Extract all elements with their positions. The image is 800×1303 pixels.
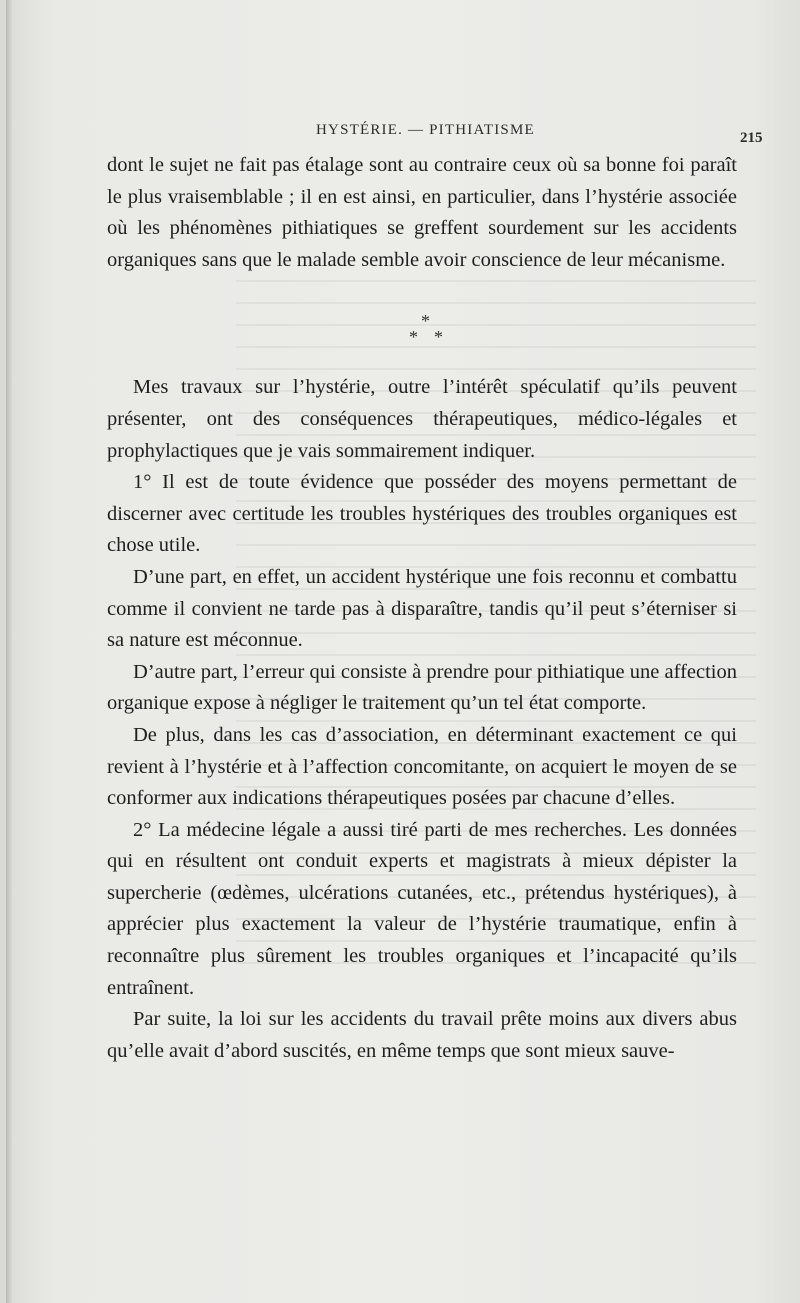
- asterisk-icon: *: [421, 311, 430, 332]
- section-separator-asterism: [107, 276, 737, 372]
- page-header: [0, 118, 800, 148]
- running-title: HYSTÉRIE. — PITHIATISME: [316, 122, 535, 138]
- paragraph: Par suite, la loi sur les accidents du travail prête moins aux divers abus qu’elle avait d’abord suscités, en même temps que sont mieux sauve-: [107, 1008, 737, 1062]
- asterisk-icon: *: [409, 327, 418, 348]
- page-gutter-shadow: [6, 0, 12, 1303]
- paragraph: D’une part, en effet, un accident hystérique une fois reconnu et combattu comme il convient ne tarde pas à disparaître, tandis qu’il peut s’éterniser si sa nature est méconnue.: [107, 565, 737, 652]
- paragraph: De plus, dans les cas d’association, en déterminant exactement ce qui revient à l’hystérie et à l’affection concomitante, on acquiert le moyen de se conformer aux indications thérapeutiques posées par chacune d’elles.: [107, 723, 737, 810]
- paragraph: 2° La médecine légale a aussi tiré parti de mes recherches. Les données qui en résultent ont conduit experts et magistrats à mieux dépister la supercherie (œdèmes, ulcérations cutanées, etc., prétendus hystériques), à apprécier plus exactement la valeur de l’hystérie traumatique, enfin à reconnaître plus sûrement les troubles organiques et l’incapacité qu’ils entraînent.: [107, 818, 737, 999]
- asterisk-icon: *: [434, 327, 443, 348]
- paragraph: D’autre part, l’erreur qui consiste à prendre pour pithiatique une affection organique expose à négliger le traitement qu’un tel état comporte.: [107, 660, 737, 715]
- body-text: [107, 150, 737, 1067]
- page-number: 215: [740, 130, 763, 146]
- paragraph: 1° Il est de toute évidence que posséder des moyens permettant de discerner avec certitude les troubles hystériques des troubles organiques est chose utile.: [107, 471, 737, 557]
- paragraph: Mes travaux sur l’hystérie, outre l’intérêt spéculatif qu’ils peuvent présenter, ont des conséquences thérapeutiques, médico-légales et prophylactiques que je vais sommairement indiquer.: [107, 376, 737, 462]
- paragraph: dont le sujet ne fait pas étalage sont au contraire ceux où sa bonne foi paraît le plus vraisemblable ; il en est ainsi, en particulier, dans l’hystérie associée où les phénomènes pithiatiques se greffent sourdement sur les accidents organiques sans que le malade semble avoir conscience de leur mécanisme.: [107, 154, 737, 271]
